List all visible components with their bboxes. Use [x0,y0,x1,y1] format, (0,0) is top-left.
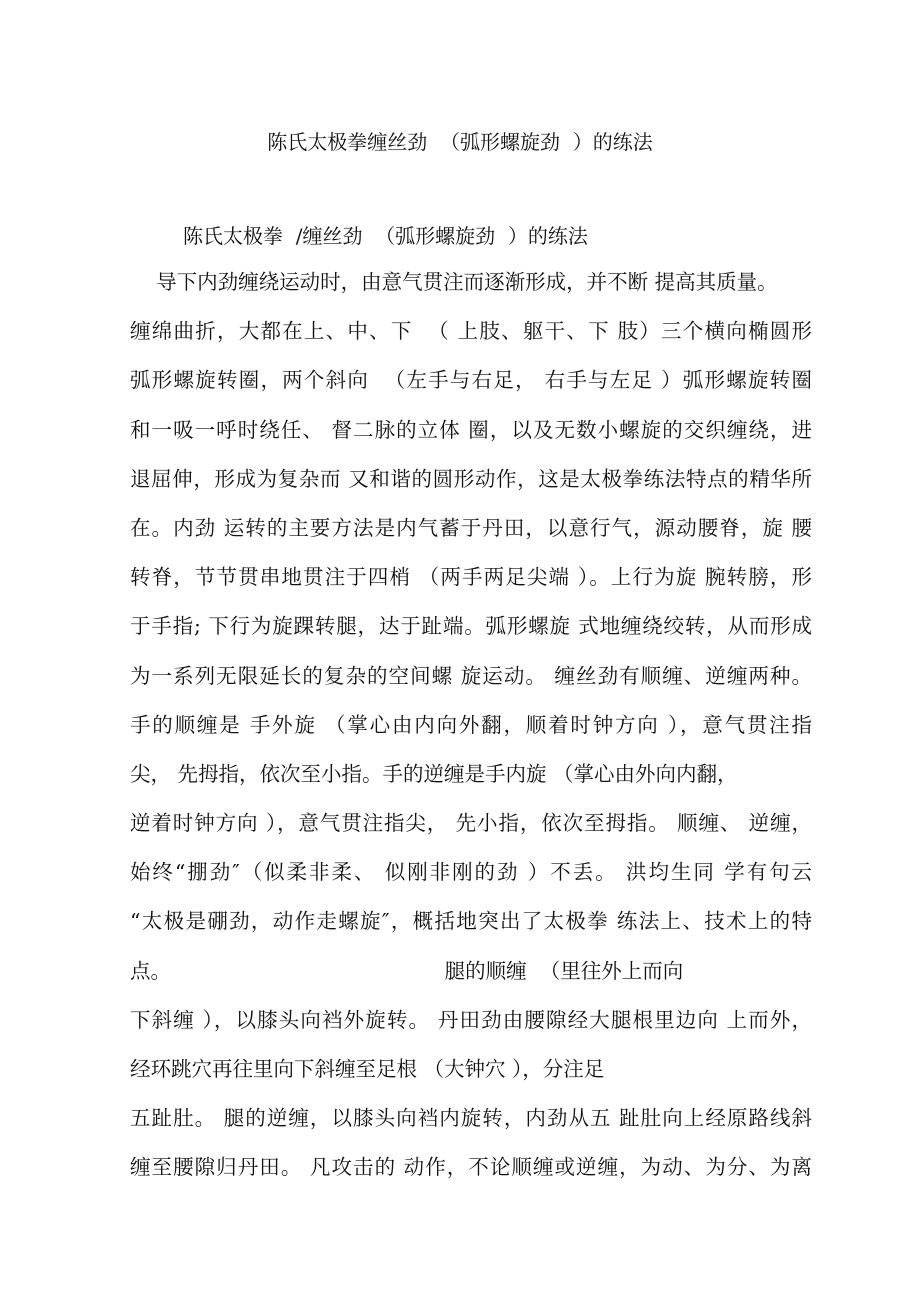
text-line: 于手指; 下行为旋踝转腿，达于趾端。弧形螺旋 式地缠绕绞转，从而形成 [130,614,812,639]
document-title: 陈氏太极拳缠丝劲 （弧形螺旋劲 ）的练法 [267,130,653,154]
text-line: “太极是硼劲，动作走螺旋″，概括地突出了太极拳 练法上、技术上的特 [130,909,812,934]
text-line: 导下内劲缠绕运动时，由意气贯注而逐渐形成，并不断 提高其质量。 [130,270,778,294]
text-line: 退屈伸，形成为复杂而 又和谐的圆形动作，这是太极拳练法特点的精华所 [130,466,812,491]
text-line: 和一吸一呼时绕任、 督二脉的立体 圈，以及无数小螺旋的交织缠绕，进 [130,417,812,442]
body-text [130,268,812,1203]
text-line: 始终“掤劲″（似柔非柔、 似刚非刚的劲 ）不丢。 洪均生同 学有句云 [130,860,812,885]
text-line: 五趾肚。 腿的逆缠，以膝头向裆内旋转，内劲从五 趾肚向上经原路线斜 [130,1106,812,1131]
text-line: 缠至腰隙归丹田。 凡攻击的 动作，不论顺缠或逆缠，为动、为分、为离 [130,1155,812,1180]
text-line: 在。内劲 运转的主要方法是内气蓄于丹田，以意行气，源动腰脊，旋 腰 [130,515,812,540]
document-subtitle: 陈氏太极拳 /缠丝劲 （弧形螺旋劲 ）的练法 [183,224,588,248]
text-line: 手的顺缠是 手外旋 （掌心由内向外翻，顺着时钟方向 ），意气贯注指 [130,712,812,737]
text-line: 点。 腿的顺缠 （里往外上而向 [130,958,684,983]
text-line: 弧形螺旋转圈，两个斜向 （左手与右足， 右手与左足 ）弧形螺旋转圈 [130,368,812,393]
text-line: 尖， 先拇指，依次至小指。手的逆缠是手内旋 （掌心由外向内翻， [130,761,738,786]
text-line: 转脊，节节贯串地贯注于四梢 （两手两足尖端 ）。上行为旋 腕转膀，形 [130,565,812,590]
text-line: 经环跳穴再往里向下斜缠至足根 （大钟穴 ），分注足 [130,1057,605,1081]
text-line: 下斜缠 ），以膝头向裆外旋转。 丹田劲由腰隙经大腿根里边向 上而外， [130,1007,812,1032]
text-line: 逆着时钟方向 ），意气贯注指尖， 先小指，依次至拇指。 顺缠、 逆缠， [130,811,812,836]
text-line: 为一系列无限延长的复杂的空间螺 旋运动。 缠丝劲有顺缠、逆缠两种。 [130,663,812,688]
text-line: 缠绵曲折，大都在上、中、下 （ 上肢、躯干、下 肢）三个横向椭圆形 [130,319,812,344]
